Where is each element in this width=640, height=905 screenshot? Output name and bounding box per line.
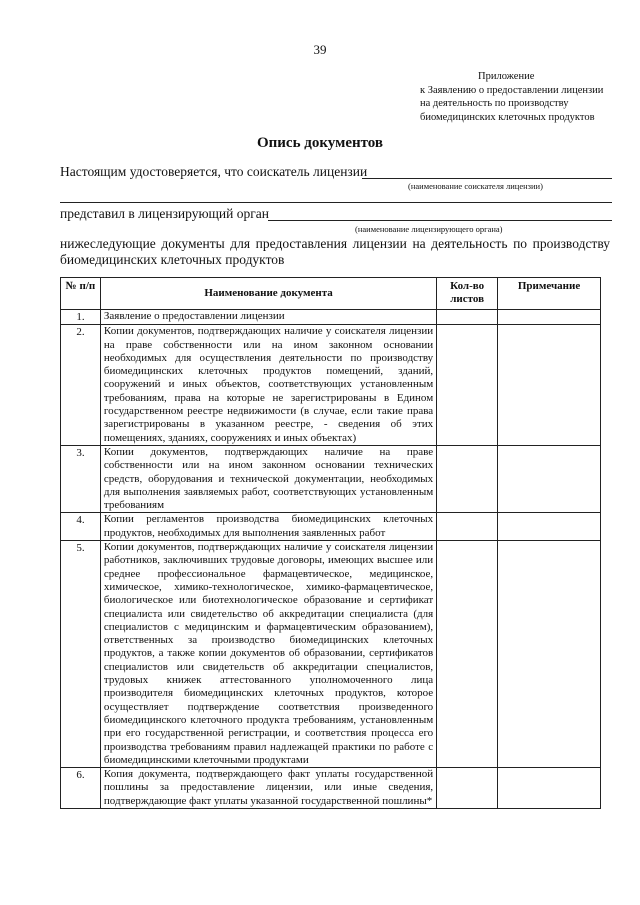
row-number: 6.: [61, 768, 101, 809]
header-sheet-count: Кол-во листов: [437, 278, 498, 310]
appendix-note: [420, 70, 630, 124]
row-document-name: Копии регламентов производства биомедицинских клеточных продуктов, необходимых для выполнения заявленных работ: [100, 513, 436, 541]
appendix-line-2: к Заявлению о предоставлении лицензии: [420, 84, 604, 96]
row-sheet-count-cell[interactable]: [437, 445, 498, 512]
row-number: 4.: [61, 513, 101, 541]
intro-text: нижеследующие документы для предоставления лицензии на деятельность по производству биомедицинских клеточных продуктов: [60, 236, 610, 267]
appendix-line-3: на деятельность по производству: [420, 98, 569, 109]
row-document-name: Копии документов, подтверждающих наличие у соискателя лицензии на праве собственности или на ином законном основании необходимых для осуществления деятельности по производству биомедицинских клеточных продуктов помещений, зданий, сооружений и иных объектов, соответствующих установленным требованиям, права на которые не зарегистрированы в Едином государственном реестре недвижимости (в случае, если такие права зарегистрированы в указанном реестре, - сведения об этих помещениях, зданиях, сооружениях и иных объектах): [100, 325, 436, 446]
row-sheet-count-cell[interactable]: [437, 768, 498, 809]
table-row: [61, 325, 601, 446]
appendix-line-4: биомедицинских клеточных продуктов: [420, 111, 595, 123]
header-note: Примечание: [498, 278, 601, 310]
row-number: 2.: [61, 325, 101, 446]
row-document-name: Копия документа, подтверждающего факт уплаты государственной пошлины за предоставление лицензии, или иные сведения, подтверждающие факт уплаты указанной государственной пошлины*: [100, 768, 436, 809]
row-number: 1.: [61, 310, 101, 325]
row-sheet-count-cell[interactable]: [437, 541, 498, 768]
applicant-label: Настоящим удостоверяется, что соискатель лицензии: [60, 164, 368, 179]
row-document-name: Заявление о предоставлении лицензии: [100, 310, 436, 325]
table-row: [61, 445, 601, 512]
applicant-caption: (наименование соискателя лицензии): [408, 181, 543, 191]
page-number: 39: [313, 42, 327, 57]
documents-table: [60, 277, 601, 809]
header-number: № п/п: [61, 278, 101, 310]
row-number: 5.: [61, 541, 101, 768]
row-note-cell[interactable]: [498, 325, 601, 446]
header-document-name: Наименование документа: [100, 278, 436, 310]
row-note-cell[interactable]: [498, 310, 601, 325]
row-document-name: Копии документов, подтверждающих наличие у соискателя лицензии работников, заключивших трудовые договоры, имеющих высшее или среднее профессиональное фармацевтическое, медицинское, химическое, химико-технологическое, химико-фармацевтическое, биологическое или биотехнологическое образование и сертификат специалиста или свидетельство об аккредитации специалиста (для специалистов с медицинским и фармацевтическим образованием), ответственных за производство биомедицинских клеточных продуктов, а также копии документов об образовании, сертификатов специалистов или свидетельств об аккредитации специалистов, трудовых книжек аттестованного уполномоченного лица производителя биомедицинских клеточных продуктов, которое осуществляет подтверждение соответствия произведенного биомедицинского клеточного продукта требованиям, установленным при его государственной регистрации, и соответствия процесса его производства требованиям правил надлежащей практики по работе с биомедицинскими клеточными продуктами: [100, 541, 436, 768]
row-number: 3.: [61, 445, 101, 512]
row-sheet-count-cell[interactable]: [437, 310, 498, 325]
authority-caption: (наименование лицензирующего органа): [355, 224, 503, 234]
appendix-line-1: Приложение: [478, 71, 535, 82]
table-row: [61, 768, 601, 809]
row-sheet-count-cell[interactable]: [437, 325, 498, 446]
row-note-cell[interactable]: [498, 445, 601, 512]
row-document-name: Копии документов, подтверждающих наличие на праве собственности или на ином законном основании технических средств, оборудования и технической документации, необходимых для выполнения заявляемых работ, соответствующих установленным требованиям: [100, 445, 436, 512]
table-row: [61, 513, 601, 541]
authority-label: представил в лицензирующий орган: [60, 206, 270, 221]
row-note-cell[interactable]: [498, 768, 601, 809]
document-title: Опись документов: [256, 135, 384, 151]
row-sheet-count-cell[interactable]: [437, 513, 498, 541]
table-row: [61, 541, 601, 768]
row-note-cell[interactable]: [498, 513, 601, 541]
table-row: [61, 310, 601, 325]
row-note-cell[interactable]: [498, 541, 601, 768]
table-header-row: [61, 278, 601, 310]
